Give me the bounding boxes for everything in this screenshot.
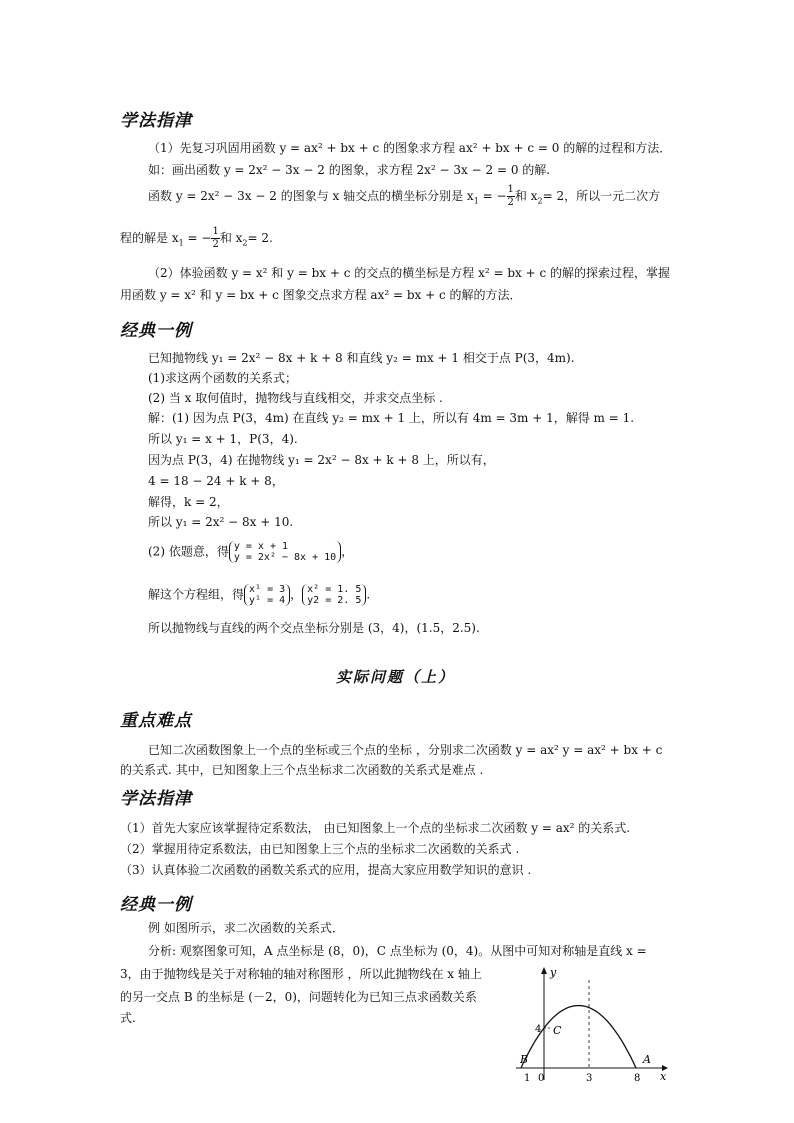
section-heading: 经典一例: [120, 895, 192, 915]
paragraph: 如：画出函数 y = 2x² − 3x − 2 的图象，求方程 2x² − 3x − 2 = 0 的解.: [148, 163, 551, 177]
text-line: （3）认真体验二次函数的函数关系式的应用，提高大家应用数学知识的意识 .: [120, 863, 532, 877]
text-line: 解得，k = 2，: [148, 495, 229, 509]
equation-system: x² = 1. 5 y2 = 2. 5: [302, 584, 366, 606]
y-axis-arrow: [541, 967, 547, 974]
section-heading: 重点难点: [120, 711, 192, 731]
text-line: 已知二次函数图象上一个点的坐标或三个点的坐标 ，分别求二次函数 y = ax² y = ax² + bx + c: [148, 743, 663, 757]
paragraph: （2）体验函数 y = x² 和 y = bx + c 的交点的横坐标是方程 x² = bx + c 的解的探索过程，掌握: [148, 266, 670, 280]
text-line: 3，由于抛物线是关于对称轴的轴对称图形 ，所以此抛物线在 x 轴上: [120, 967, 482, 981]
point-label-B: B: [520, 1053, 529, 1066]
text-line: 所以 y₁ = 2x² − 8x + 10.: [148, 515, 294, 529]
point-label-C: C: [553, 1024, 562, 1037]
tick-label: 8: [634, 1073, 641, 1084]
parabola-curve: [521, 1006, 636, 1069]
paragraph: 函数 y = 2x² − 3x − 2 的图象与 x 轴交点的横坐标分别是 $x_1$ = − $\frac{1}{2}$ 和 $x_2= 2$，所以一元二次方: [148, 184, 661, 208]
tick-label: 4: [535, 1024, 542, 1035]
point-label-A: A: [643, 1053, 651, 1066]
tick-label: 0: [538, 1073, 545, 1084]
text-line: 4 = 18 − 24 + k + 8，: [148, 474, 284, 488]
section-heading: 学法指津: [120, 789, 192, 809]
tick-label: 3: [586, 1073, 593, 1084]
text-line: 已知抛物线 y₁ = 2x² − 8x + k + 8 和直线 y₂ = mx + 1 相交于点 P(3，4m).: [148, 351, 575, 365]
text-line: 例 如图所示，求二次函数的关系式．: [148, 921, 344, 935]
text-line: 解这个方程组，得 x¹ = 3 y¹ = 4 ， x² = 1. 5 y2 = 2. 5 .: [148, 584, 371, 606]
text-line: 分析: 观察图象可知，A 点坐标是 (8，0)，C 点坐标为 (0，4)。从图中可知对称轴是直线 x =: [148, 944, 647, 958]
text-line: (1)求这两个函数的关系式；: [148, 371, 297, 385]
text-line: 式.: [120, 1011, 136, 1025]
text-line: (2) 依题意，得 y = x + 1 y = 2x² − 8x + 10 ，: [148, 541, 354, 563]
text-line: 因为点 P(3，4) 在抛物线 y₁ = 2x² − 8x + k + 8 上，所以有，: [148, 453, 495, 467]
text-line: 的关系式. 其中，已知图象上三个点坐标求二次函数的关系式是难点 .: [120, 763, 484, 777]
fraction: $\frac{1}{2}$: [212, 226, 219, 250]
text-line: （2）掌握用待定系数法，由已知图象上三个点的坐标求二次函数的关系式 .: [120, 842, 520, 856]
paragraph: 用函数 y = x² 和 y = bx + c 图象交点求方程 ax² = bx + c 的解的方法．: [120, 288, 522, 302]
section-heading: 经典一例: [120, 321, 192, 341]
parabola-graph: [510, 962, 670, 1084]
text-line: （1）首先大家应该掌握待定系数法， 由已知图象上一个点的坐标求二次函数 y = ax² 的关系式.: [120, 821, 631, 835]
text-line: 的另一交点 B 的坐标是 (－2，0)，问题转化为已知三点求函数关系: [120, 990, 477, 1004]
section-heading: 学法指津: [120, 111, 192, 131]
text-line: 解：(1) 因为点 P(3，4m) 在直线 y₂ = mx + 1 上，所以有 4m = 3m + 1，解得 m = 1.: [148, 411, 635, 425]
text-line: (2) 当 x 取何值时，抛物线与直线相交，并求交点坐标 .: [148, 391, 443, 405]
paragraph: 程的解是 $x_1$ = − $\frac{1}{2}$ 和 $x_2= 2$.: [120, 226, 273, 250]
y-axis-label: y: [550, 966, 557, 979]
equation-system: x¹ = 3 y¹ = 4: [244, 584, 290, 606]
text-line: 所以 y₁ = x + 1，P(3，4).: [148, 432, 298, 446]
tick-label: 1: [524, 1073, 531, 1084]
x-axis-label: x: [660, 1070, 667, 1083]
equation-system: y = x + 1 y = 2x² − 8x + 10: [229, 541, 341, 563]
paragraph: （1）先复习巩固用函数 y = ax² + bx + c 的图象求方程 ax² + bx + c = 0 的解的过程和方法．: [148, 141, 672, 155]
text-line: 所以抛物线与直线的两个交点坐标分别是 (3，4)，(1.5，2.5).: [148, 621, 480, 635]
page-title: 实际问题（上）: [336, 668, 456, 686]
fraction: $\frac{1}{2}$: [507, 184, 514, 208]
